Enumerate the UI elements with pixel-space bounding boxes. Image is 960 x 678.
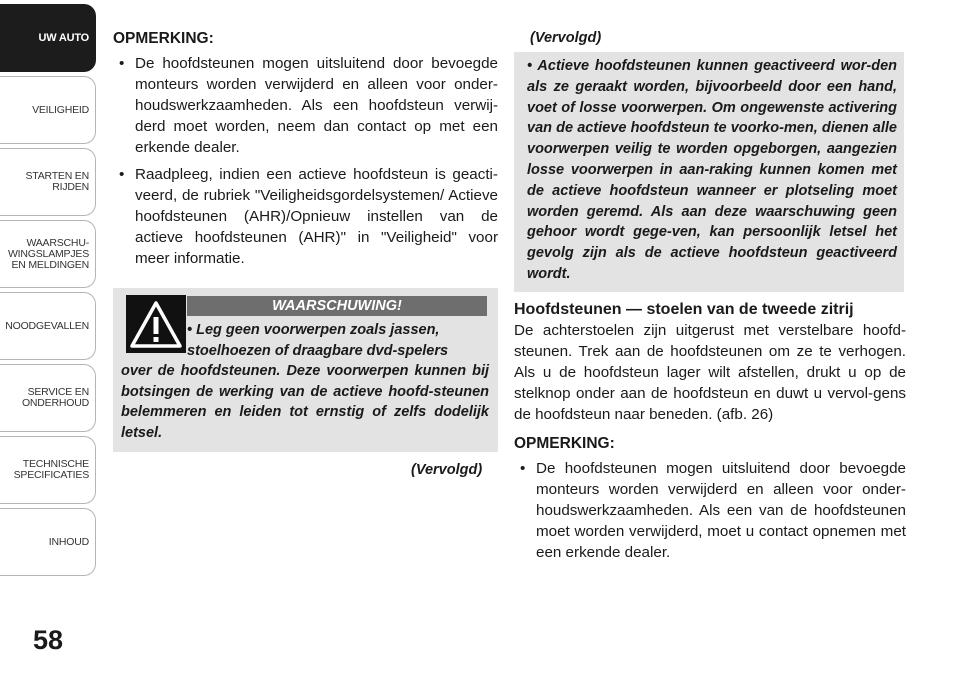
tab-service-en-onderhoud[interactable] [0,364,96,432]
note-bullet [113,164,498,269]
warning-text [121,320,489,443]
bullet-glyph: • [520,460,526,477]
tab-label: SERVICE EN ONDERHOUD [21,386,89,409]
warning-continuation-box [514,52,904,292]
tab-label: UW AUTO [38,31,89,44]
warning-body: over de hoofdsteunen. Deze voorwerpen kunnen bij botsingen de werking van de actieve hoofd-steunen belemmeren en leiden tot ernstig of zelfs dodelijk letsel. [121,363,489,441]
tab-label: INHOUD [48,535,89,548]
warning-continuation-text: • Actieve hoofdsteunen kunnen geactiveerd wor-den als ze geraakt worden, bijvoorbeeld door een hand, voet of losse voorwerpen. Om ongewenste activering van de actieve hoofdsteun te voorko-men, dienen alle voorwerpen veilig te worden opgeborgen, aangezien losse voorwerpen in aan-raking kunnen komen met de actieve hoofdsteun wanneer er plotseling moet worden geremd. Als aan deze waarschuwing geen gehoor wordt gege-ven, kan persoonlijk letsel het gevolg zijn als de actieve hoofdsteun geactiveerd wordt. [527,58,897,282]
bullet-text: Raadpleeg, indien een actieve hoofdsteun is geacti-veerd, de rubriek "Veiligheidsgordelsystemen/ Actieve hoofdsteunen (AHR)/Opnieuw instellen van de actieve hoofdsteunen (AHR)" in "Veiligheid" voor meer informatie. [135,166,498,267]
continued-label: (Vervolgd) [411,462,483,478]
note-bullet [113,53,498,158]
bullet-glyph: • [119,55,125,72]
warning-line: stoelhoezen of draagbare dvd-spelers [187,342,449,359]
bullet-glyph: • [119,166,125,183]
tab-label: TECHNISCHE SPECIFICATIES [13,458,89,481]
tab-uw-auto[interactable] [0,4,96,72]
tab-label: NOODGEVALLEN [5,319,89,332]
tab-label: WAARSCHU- WINGSLAMPJES EN MELDINGEN [7,236,89,271]
tab-waarschuwingslampjes[interactable] [0,220,96,288]
page-number: 58 [33,625,64,655]
tab-label: STARTEN EN RIJDEN [25,170,89,193]
bullet-text: De hoofdsteunen mogen uitsluitend door bevoegde monteurs worden verwijderd en alleen voor onder-houdswerkzaamheden. Als een hoofdsteun verwij-derd moet worden, neem dan contact op met een erkende dealer. [135,55,498,156]
chapter-sidebar [0,0,100,630]
tab-starten-en-rijden[interactable] [0,148,96,216]
note-bullet [514,458,906,563]
note-heading: OPMERKING: [113,30,214,47]
continued-label: (Vervolgd) [530,30,602,46]
warning-title: WAARSCHUWING! [187,296,487,316]
tab-inhoud[interactable] [0,508,96,576]
warning-box [113,288,498,452]
tab-label: VEILIGHEID [32,103,89,116]
note-heading: OPMERKING: [514,435,615,452]
tab-veiligheid[interactable] [0,76,96,144]
bullet-text: De hoofdsteunen mogen uitsluitend door bevoegde monteurs worden verwijderd en alleen voor onder-houdswerkzaamheden. Als een van de hoofdsteunen moet worden verwijderd, moet u contact opnemen met een erkende dealer. [536,460,906,561]
tab-noodgevallen[interactable] [0,292,96,360]
warning-line: • Leg geen voorwerpen zoals jassen, [187,322,440,338]
section-paragraph: De achterstoelen zijn uitgerust met verstelbare hoofd-steunen. Trek aan de hoofdsteunen om ze te verhogen. Als u de hoofdsteun lager wilt afstellen, drukt u op de stelknop onder aan de hoofdsteun en duwt u vervol-gens de hoofdsteun naar beneden. (afb. 26) [514,322,906,423]
tab-technische-specificaties[interactable] [0,436,96,504]
left-column [113,28,498,275]
right-column [514,299,906,569]
section-heading: Hoofdsteunen — stoelen van de tweede zitrij [514,301,854,318]
